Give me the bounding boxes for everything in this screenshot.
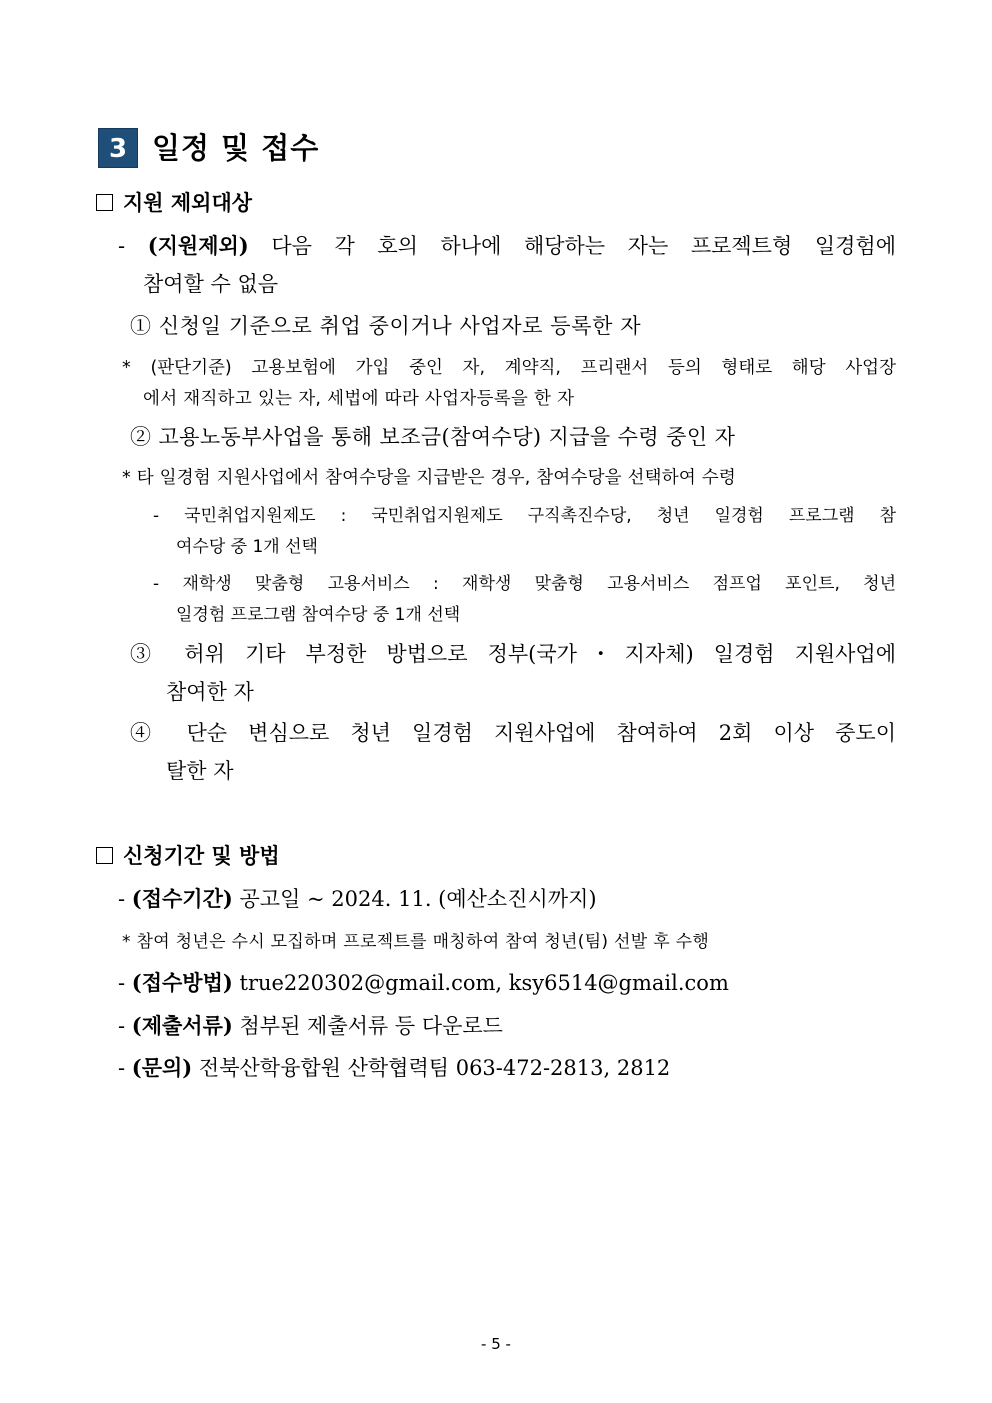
exclusion-item-3-line1: ③ 허위 기타 부정한 방법으로 정부(국가・지자체) 일경험 지원사업에 — [130, 642, 896, 666]
application-method: - (접수방법) true220302@gmail.com, ksy6514@gmail.com — [118, 970, 729, 995]
checkbox-square-icon — [96, 194, 113, 211]
section-number-badge: 3 — [98, 128, 138, 168]
sub-bullet-1-text: 국민취업지원제도 : 국민취업지원제도 구직촉진수당, 청년 일경험 프로그램 참 — [184, 506, 896, 526]
exclusion-item-3-line2: 참여한 자 — [166, 680, 254, 704]
application-period-note — [122, 931, 709, 953]
sub-bullet-2-line1: - 재학생 맞춤형 고용서비스 : 재학생 맞춤형 고용서비스 점프업 포인트, 청년 — [153, 574, 896, 594]
exclusion-intro-text: 다음 각 호의 하나에 해당하는 자는 프로젝트형 일경험에 — [271, 234, 896, 258]
asterisk-icon: * — [122, 468, 137, 488]
method-value: true220302@gmail.com, ksy6514@gmail.com — [239, 971, 729, 995]
period-label: (접수기간) — [131, 886, 233, 911]
docs-label: (제출서류) — [131, 1013, 233, 1038]
exclusion-item-1: ① 신청일 기준으로 취업 중이거나 사업자로 등록한 자 — [130, 314, 642, 338]
exclusion-intro-line1: - (지원제외) 다음 각 호의 하나에 해당하는 자는 프로젝트형 일경험에 — [118, 233, 896, 258]
contact-label: (문의) — [131, 1055, 193, 1080]
exclusion-note-2 — [122, 467, 736, 489]
note-2-text: 타 일경험 지원사업에서 참여수당을 지급받은 경우, 참여수당을 선택하여 수령 — [136, 468, 736, 488]
sub-bullet-2-line2: 일경험 프로그램 참여수당 중 1개 선택 — [176, 605, 461, 625]
period-value: 공고일 ~ 2024. 11. (예산소진시까지) — [239, 887, 597, 911]
asterisk-icon: * — [122, 932, 137, 952]
contact-value: 전북산학융합원 산학협력팀 063-472-2813, 2812 — [198, 1056, 671, 1080]
sub-bullet-2-text: 재학생 맞춤형 고용서비스 : 재학생 맞춤형 고용서비스 점프업 포인트, 청년 — [182, 574, 896, 594]
exclusion-note-1-line1 — [122, 357, 896, 379]
application-period: - (접수기간) 공고일 ~ 2024. 11. (예산소진시까지) — [118, 886, 597, 911]
asterisk-icon: * — [122, 358, 151, 378]
application-heading — [96, 843, 280, 869]
exclusion-heading — [96, 190, 252, 216]
exclusion-item-4-line1: ④ 단순 변심으로 청년 일경험 지원사업에 참여하여 2회 이상 중도이 — [130, 721, 896, 745]
sub-bullet-1-line1: - 국민취업지원제도 : 국민취업지원제도 구직촉진수당, 청년 일경험 프로그램 참 — [153, 506, 896, 526]
exclusion-item-4-line2: 탈한 자 — [166, 759, 234, 783]
exclusion-note-1-line2: 에서 재직하고 있는 자, 세법에 따라 사업자등록을 한 자 — [143, 389, 575, 409]
exclusion-intro-label: (지원제외) — [147, 233, 249, 258]
sub-bullet-1-line2: 여수당 중 1개 선택 — [176, 537, 318, 557]
application-heading-text: 신청기간 및 방법 — [123, 843, 280, 868]
section-title: 일정 및 접수 — [152, 131, 320, 165]
checkbox-square-icon — [96, 847, 113, 864]
method-label: (접수방법) — [131, 970, 233, 995]
note-1-text: (판단기준) 고용보험에 가입 중인 자, 계약직, 프리랜서 등의 형태로 해당 사업장 — [150, 358, 896, 378]
page-number: - 5 - — [481, 1335, 511, 1353]
exclusion-heading-text: 지원 제외대상 — [123, 190, 253, 215]
application-contact: - (문의) 전북산학융합원 산학협력팀 063-472-2813, 2812 — [118, 1055, 671, 1080]
application-documents: - (제출서류) 첨부된 제출서류 등 다운로드 — [118, 1013, 503, 1038]
docs-value: 첨부된 제출서류 등 다운로드 — [239, 1014, 503, 1038]
exclusion-intro-line2: 참여할 수 없음 — [143, 272, 279, 296]
period-note-text: 참여 청년은 수시 모집하며 프로젝트를 매칭하여 참여 청년(팀) 선발 후 수행 — [136, 932, 710, 952]
exclusion-item-2: ② 고용노동부사업을 통해 보조금(참여수당) 지급을 수령 중인 자 — [130, 425, 736, 449]
